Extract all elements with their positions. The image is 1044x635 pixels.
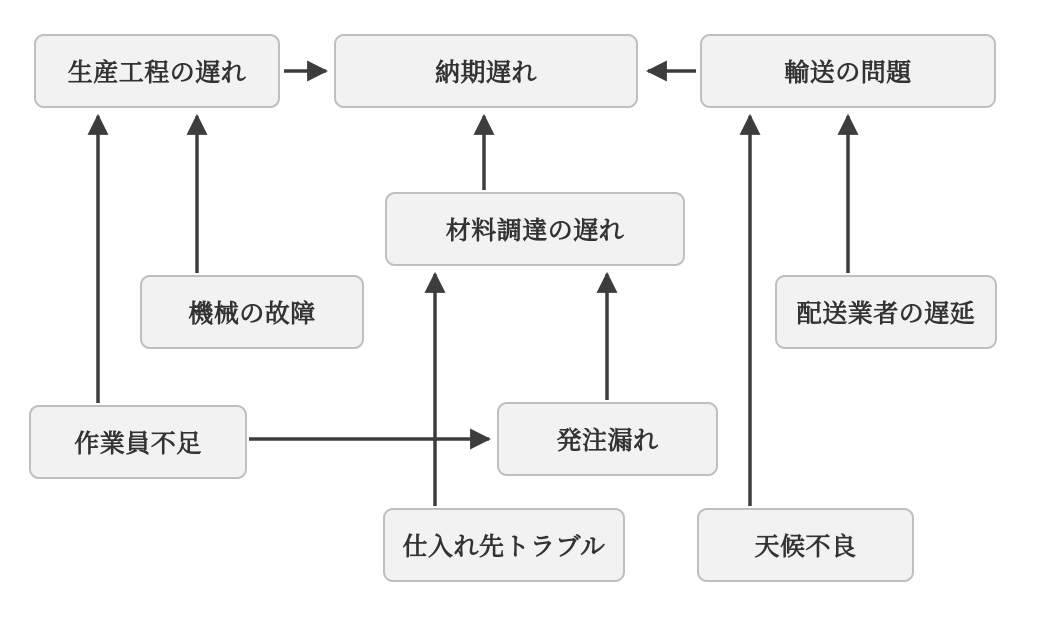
diagram-node[interactable]: 仕入れ先トラブル (383, 508, 625, 582)
diagram-node[interactable]: 配送業者の遅延 (775, 275, 997, 349)
diagram-node[interactable]: 天候不良 (697, 508, 914, 582)
diagram-node[interactable]: 作業員不足 (29, 405, 247, 479)
diagram-node[interactable]: 納期遅れ (334, 34, 638, 108)
diagram-node[interactable]: 機械の故障 (140, 275, 364, 349)
diagram-node[interactable]: 生産工程の遅れ (34, 34, 280, 108)
diagram-node[interactable]: 輸送の問題 (700, 34, 996, 108)
diagram-node[interactable]: 材料調達の遅れ (385, 192, 685, 266)
diagram-node[interactable]: 発注漏れ (497, 402, 718, 476)
